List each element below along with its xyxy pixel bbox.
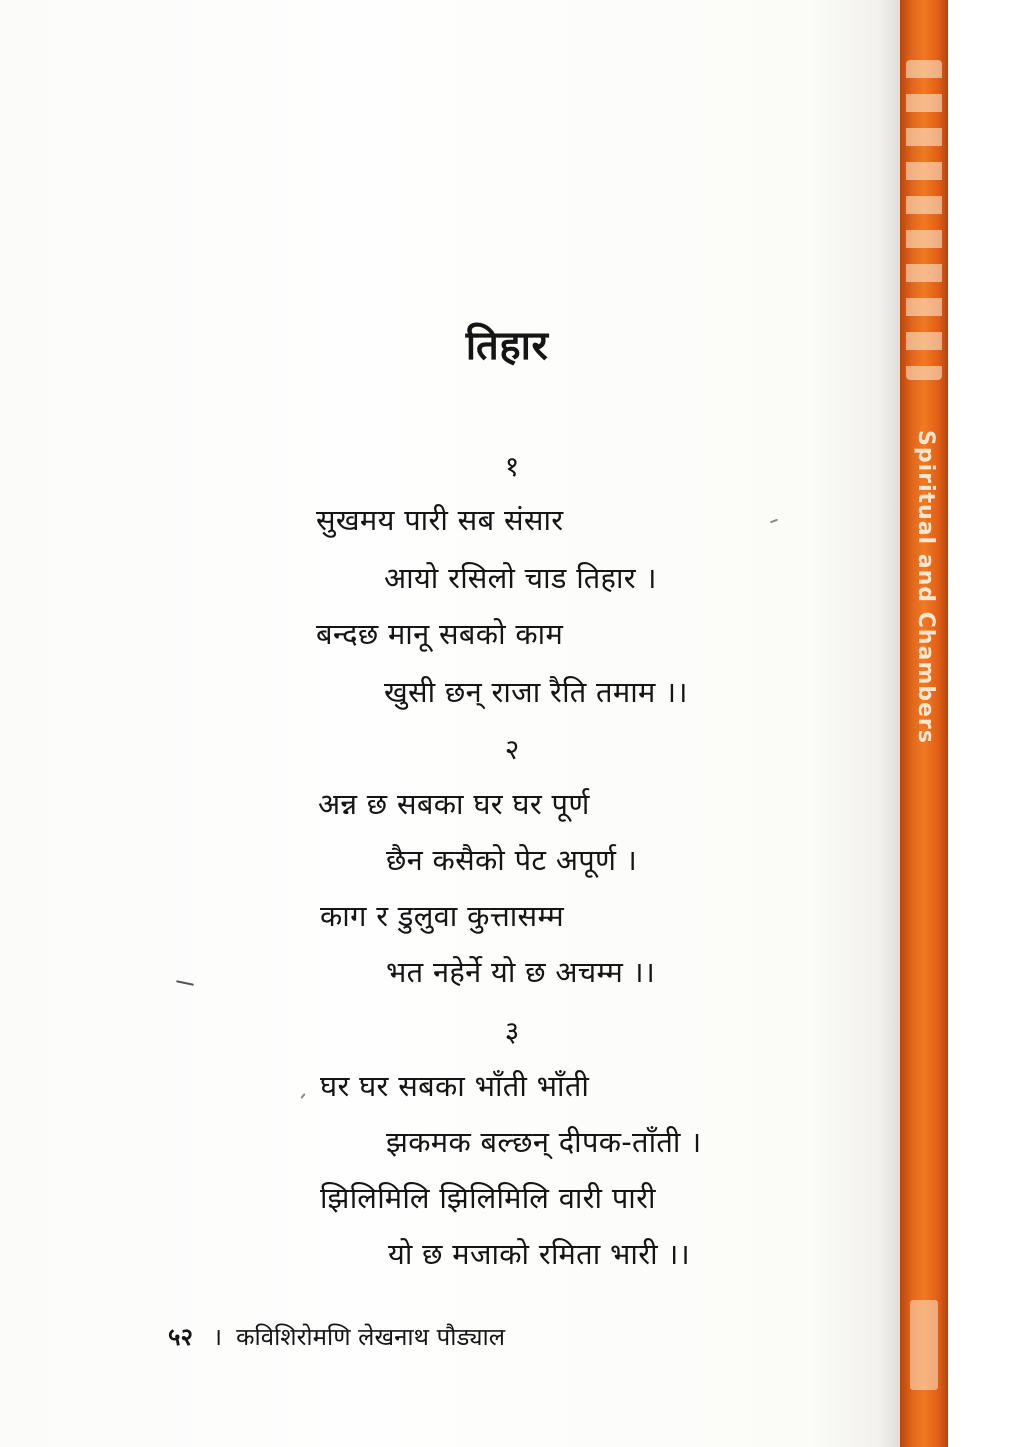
- poem-line: सुखमय पारी सब संसार: [316, 503, 564, 537]
- book-spine: [900, 0, 948, 1447]
- poem-line: खुसी छन् राजा रैति तमाम ।।: [384, 675, 688, 709]
- poem-line: अन्न छ सबका घर घर पूर्ण: [318, 787, 590, 821]
- stanza-number-2: २: [504, 733, 520, 766]
- poem-title: तिहार: [465, 323, 549, 369]
- poem-line: यो छ मजाको रमिता भारी ।।: [388, 1237, 691, 1271]
- page-number: ५२: [168, 1323, 193, 1351]
- stanza-number-3: ३: [504, 1015, 520, 1048]
- poem-line: घर घर सबका भाँती भाँती: [320, 1069, 590, 1103]
- poem-line: छैन कसैको पेट अपूर्ण ।: [386, 843, 638, 877]
- poem-line: झिलिमिलि झिलिमिलि वारी पारी: [320, 1181, 656, 1215]
- stanza-number-1: १: [504, 450, 520, 483]
- poem-line: आयो रसिलो चाड तिहार ।: [384, 561, 657, 595]
- footer-separator: ।: [212, 1323, 223, 1351]
- spine-text: Spiritual and Chambers: [913, 430, 938, 744]
- page-edge-shadow: [880, 0, 902, 1447]
- spine-decoration-lower: [910, 1300, 938, 1390]
- poem-line: बन्दछ मानू सबको काम: [316, 617, 564, 651]
- poem-line: भत नहेर्ने यो छ अचम्म ।।: [386, 955, 656, 989]
- poem-line: काग र डुलुवा कुत्तासम्म: [320, 899, 565, 933]
- poem-line: झकमक बल्छन् दीपक-ताँती ।: [386, 1125, 702, 1159]
- author-name: कविशिरोमणि लेखनाथ पौड्याल: [236, 1323, 506, 1351]
- background-margin: [948, 0, 1024, 1447]
- page-footer: [168, 1320, 505, 1353]
